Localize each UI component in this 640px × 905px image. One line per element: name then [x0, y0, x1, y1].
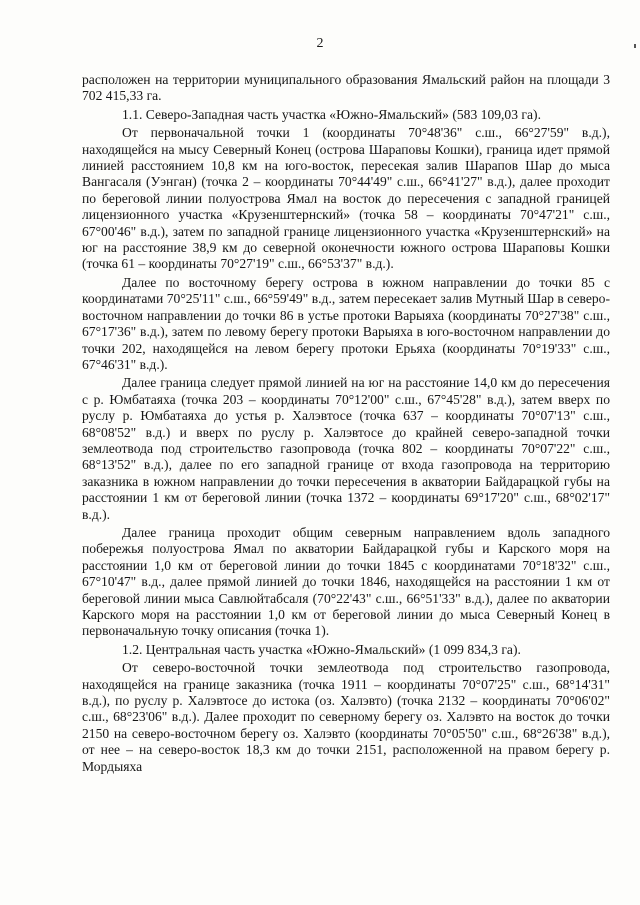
scan-edge-mark: [634, 44, 636, 48]
paragraph-continuation: расположен на территории муниципального образования Ямальский район на площади 3 702 415,33 га.: [82, 72, 610, 104]
paragraph: От первоначальной точки 1 (координаты 70°48'36" с.ш., 66°27'59" в.д.), находящейся на мысу Северный Конец (острова Шараповы Кошки), граница идет прямой линией расстоянием 10,8 км на юго-восток, пересекая залив Шарапов Шар до мыса Вангасаля (Уэнган) (точка 2 – координаты 70°44'49" с.ш., 66°41'27" в.д.), далее проходит по береговой линии полуострова Ямал на восток до пересечения с западной границей лицензионного участка «Крузенштернский» (точка 58 – координаты 70°47'21" с.ш., 67°00'46" в.д.), затем по западной границе лицензионного участка «Крузенштернский» на юг на расстояние 38,9 км до северной оконечности южного острова Шараповы Кошки (точка 61 – координаты 70°27'19" с.ш., 66°53'37" в.д.).: [82, 125, 610, 272]
section-heading-1-2: 1.2. Центральная часть участка «Южно-Ямальский» (1 099 834,3 га).: [122, 641, 521, 657]
paragraph: От северо-восточной точки землеотвода под строительство газопровода, находящейся на границе заказника (точка 1911 – координаты 70°07'25" с.ш., 68°14'31" в.д.), по руслу р. Халэвтосе до истока (оз. Халэвто) (точка 2132 – координаты 70°06'02" с.ш., 68°23'06" в.д.). Далее проходит по северному берегу оз. Халэвто на восток до точки 2150 на северо-восточном берегу оз. Халэвто (координаты 70°05'50" с.ш., 68°26'38" в.д.), от нее – на северо-восток 18,3 км до точки 2151, расположенной на правом берегу р. Мордыяха: [82, 660, 610, 774]
paragraph: Далее граница следует прямой линией на юг на расстояние 14,0 км до пересечения с р. Юмбатаяха (точка 203 – координаты 70°12'00" с.ш., 67°45'28" в.д.), затем вверх по руслу р. Юмбатаяха до устья р. Халэвтосе (точка 637 – координаты 70°07'13" с.ш., 68°08'52" в.д.) и вверх по руслу р. Халэвтосе до крайней северо-западной точки землеотвода под строительство газопровода (точка 802 – координаты 70°07'22" с.ш., 68°13'52" в.д.), далее по его западной границе от входа газопровода на территорию заказника в южном направлении до точки пересечения в акватории Байдарацкой губы на расстоянии 1 км от береговой линии (точка 1372 – координаты 69°17'20" с.ш., 68°02'17" в.д.).: [82, 375, 610, 522]
paragraph: Далее по восточному берегу острова в южном направлении до точки 85 с координатами 70°25'11" с.ш., 66°59'49" в.д., затем пересекает залив Мутный Шар в северо-восточном направлении до точки 86 в устье протоки Варыяха (координаты 70°27'38" с.ш., 67°17'36" в.д.), затем по левому берегу протоки Варыяха в юго-восточном направлении до точки 202, находящейся на левом берегу протоки Ерьяха (координаты 70°19'33" с.ш., 67°46'31" в.д.).: [82, 274, 610, 372]
paragraph: Далее граница проходит общим северным направлением вдоль западного побережья полуострова Ямал по акватории Байдарацкой губы и Карского моря на расстоянии 1,0 км от береговой линии до точки 1845 с координатами 70°18'32" с.ш., 67°10'47" в.д., далее прямой линией до точки 1846, находящейся на расстоянии 1 км от береговой линии мыса Савлюйтабсаля (70°22'43" с.ш., 66°51'33" в.д.), далее по акватории Карского моря на расстоянии 1,0 км от береговой линии до мыса Северный Конец в первоначальную точку описания (точка 1).: [82, 524, 610, 639]
section-heading-1-1: 1.1. Северо-Западная часть участка «Южно-Ямальский» (583 109,03 га).: [122, 106, 541, 122]
page-number: 2: [316, 36, 324, 51]
document-body: [82, 72, 610, 777]
